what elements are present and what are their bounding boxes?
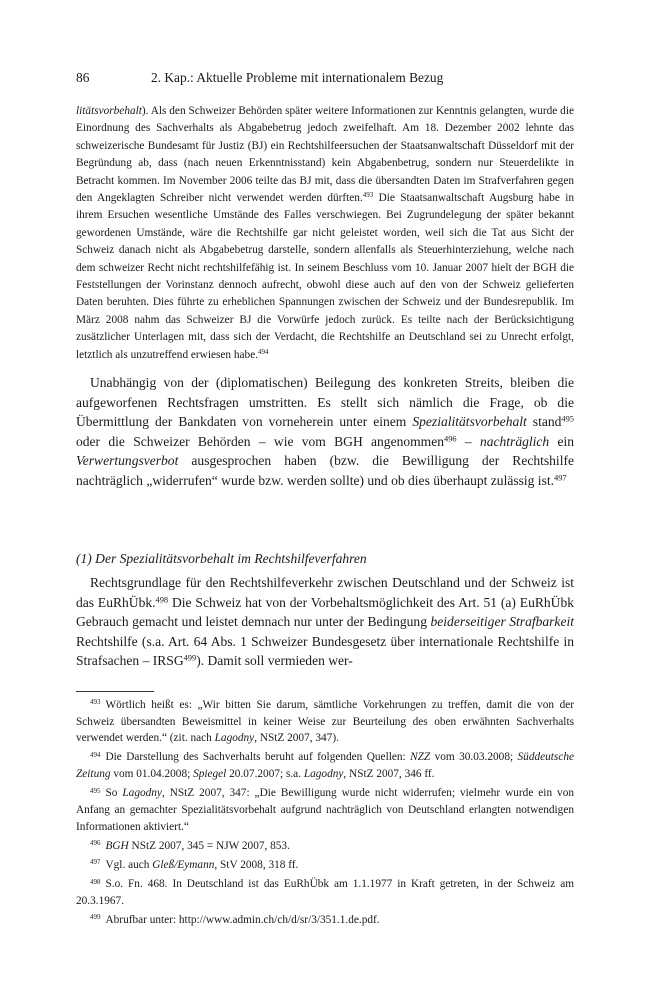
body-text: stand bbox=[526, 414, 562, 429]
paragraph-legal-questions bbox=[76, 373, 574, 490]
paragraph-speciality-reservation bbox=[76, 573, 574, 671]
italic-term: Verwertungsverbot bbox=[76, 453, 179, 468]
italic-author: Gleß/Eymann bbox=[152, 859, 215, 872]
footnote-text: Die Darstellung des Sachverhalts beruht auf folgenden Quellen: bbox=[105, 751, 411, 764]
footnote-496 bbox=[76, 838, 574, 855]
body-text: Rechtsgrundlage für den Rechtshilfeverkehr zwischen Deutschland und der Schweiz ist das EuRhÜbk. bbox=[76, 575, 574, 610]
footnote-text: Wörtlich heißt es: „Wir bitten Sie darum, sämtliche Vorkehrungen zu treffen, damit die von der Schweiz übersandten Beweismittel in keiner Weise zur Beurteilung des oben erwähnten Sachverhalts verwendet werden.“ (zit. nach bbox=[76, 699, 574, 745]
italic-source: Spiegel bbox=[193, 768, 227, 781]
footnote-497 bbox=[76, 857, 574, 874]
body-text: Die Staatsanwaltschaft Augsburg habe in ihrem Ersuchen wesentliche Umstände des Falles verschwiegen. Bei Zugrundelegung der später bekannt gewordenen Umstände, wäre die Rechtshilfe gar nicht geleistet worden, weil sich die Tat aus Sicht der Schweiz danach nicht als Abgabebetrug darstelle, sondern allenfalls als Steuerhinterziehung, welche nach dem schweizer Recht nicht rechtshilfefähig ist. In seinem Beschluss vom 10. Januar 2007 hielt der BGH die Feststellungen der Vorinstanz dennoch aufrecht, obwohl diese auch auf den von der Schweiz gelieferten Daten beruhten. Dies führte zu erheblichen Spannungen zwischen der Schweiz und der Bundesrepublik. Im März 2008 nahm das Schweizer BJ die Vorwürfe jedoch zurück. Es teilte nach der Berücksichtigung zusätzlicher Unterlagen mit, dass sich der Verdacht, die Rechtshilfe an Deutschland sei zu Unrecht erfolgt, letztlich als unzutreffend erwiesen habe. bbox=[76, 192, 574, 361]
footnote-number: 493 bbox=[90, 698, 101, 707]
italic-source: BGH bbox=[105, 839, 129, 852]
footnote-number: 497 bbox=[90, 858, 101, 867]
body-text: – bbox=[456, 433, 480, 449]
body-text: Die Schweiz hat von der Vorbehaltsmöglichkeit des Art. 51 (a) EuRhÜbk Gebrauch gemacht und leistet demnach nur unter der Bedingung bbox=[76, 594, 574, 629]
footnotes bbox=[76, 697, 574, 932]
quoted-facts-block bbox=[76, 103, 574, 364]
footnote-text: Abrufbar unter: http://www.admin.ch/ch/d/sr/3/351.1.de.pdf. bbox=[105, 914, 380, 927]
footnote-number: 498 bbox=[90, 877, 101, 886]
footnote-number: 499 bbox=[90, 913, 101, 922]
footnote-495 bbox=[76, 785, 574, 835]
footnote-499 bbox=[76, 912, 574, 929]
body-text: Unabhängig von der (diplomatischen) Beilegung des konkreten Streits, bleiben die aufgeworfenen Rechtsfragen umstritten. Es stellt sich nämlich die Frage, ob die Übermittlung der Bankdaten von vorneherein unter einem bbox=[76, 375, 574, 429]
italic-author: Lagodny bbox=[214, 732, 255, 745]
footnote-ref-497[interactable]: 497 bbox=[554, 472, 567, 482]
body-text: ). Als den Schweizer Behörden später weitere Informationen zur Kenntnis gelangten, wurde die Einordnung des Sachverhalts als Abgabebetrug jedoch zweifelhaft. Am 18. Dezember 2002 lehnte das schweizerische Bundesamt für Justiz (BJ) ein Rechtshilfeersuchen der Staatsanwaltschaft Düsseldorf mit der Begründung ab, dass (nach neuen Erkenntnisstand) kein Abgabenbetrug, sondern nur Steuerdelikte in Betracht kommen. Im November 2006 teilte das BJ mit, dass die übersandten Daten im Strafverfahren gegen den Angeklagten Schreiber nicht verwendet werden dürften. bbox=[76, 105, 574, 205]
footnote-text: 20.07.2007; s.a. bbox=[226, 768, 304, 781]
footnote-ref-493[interactable]: 493 bbox=[362, 191, 374, 200]
footnote-number: 495 bbox=[90, 786, 101, 795]
footnote-number: 496 bbox=[90, 838, 101, 847]
body-text: Rechtshilfe (s.a. Art. 64 Abs. 1 Schweizer Bundesgesetz über internationale Rechtshilfe in Strafsachen – IRSG bbox=[76, 633, 574, 668]
italic-source: Süddeutsche Zeitung bbox=[76, 751, 574, 781]
footnote-number: 494 bbox=[90, 750, 101, 759]
footnote-ref-495[interactable]: 495 bbox=[561, 414, 574, 424]
footnote-text: vom 01.04.2008; bbox=[110, 768, 194, 781]
footnote-text: NStZ 2007, 345 = NJW 2007, 853. bbox=[128, 839, 290, 852]
footnote-ref-496[interactable]: 496 bbox=[444, 433, 457, 443]
body-text: ). Damit soll vermieden wer- bbox=[196, 653, 353, 668]
footnote-text: Vgl. auch bbox=[105, 859, 153, 872]
body-text: ausgesprochen haben (bzw. die Bewilligung der Rechtshilfe nachträglich „widerrufen“ wurde bzw. werden sollte) und ob dies überhaupt zulässig ist. bbox=[76, 453, 574, 488]
footnote-text: vom 30.03.2008; bbox=[430, 751, 518, 764]
body-text: ein bbox=[549, 433, 575, 449]
footnote-text: , StV 2008, 318 ff. bbox=[214, 859, 299, 872]
footnote-text: S.o. Fn. 468. In Deutschland ist das EuRhÜbk am 1.1.1977 in Kraft getreten, in der Schweiz am 20.3.1967. bbox=[76, 878, 574, 907]
footnote-ref-498[interactable]: 498 bbox=[155, 594, 169, 604]
chapter-title: 2. Kap.: Aktuelle Probleme mit internationalem Bezug bbox=[151, 70, 444, 85]
footnote-493 bbox=[76, 697, 574, 747]
italic-source: NZZ bbox=[410, 751, 431, 764]
italic-term: beiderseitiger Strafbarkeit bbox=[430, 614, 574, 629]
body-text: oder die Schweizer Behörden – wie vom BGH angenommen bbox=[76, 433, 444, 449]
footnote-text: , NStZ 2007, 347). bbox=[254, 732, 339, 745]
page-number: 86 bbox=[76, 70, 90, 85]
footnote-494 bbox=[76, 749, 574, 782]
footnote-ref-494[interactable]: 494 bbox=[258, 347, 269, 356]
footnote-text: So bbox=[105, 787, 123, 800]
footnote-text: , NStZ 2007, 346 ff. bbox=[343, 768, 435, 781]
italic-author: Lagodny bbox=[303, 768, 344, 781]
italic-term: nachträglich bbox=[479, 433, 550, 449]
italic-term: litätsvorbehalt bbox=[76, 105, 142, 117]
footnote-498 bbox=[76, 876, 574, 909]
footnote-ref-499[interactable]: 499 bbox=[183, 653, 197, 663]
italic-term: Spezialitätsvorbehalt bbox=[412, 414, 527, 429]
running-head bbox=[76, 69, 574, 87]
italic-author: Lagodny bbox=[122, 787, 162, 800]
section-heading: (1) Der Spezialitätsvorbehalt im Rechtshilfeverfahren bbox=[76, 551, 367, 566]
footnote-text: , NStZ 2007, 347: „Die Bewilligung wurde nicht widerrufen; vielmehr wurde ein von Anfang an gemachter Spezialitätsvorbehalt aufgrund nachträglich von Deutschland erlangten notwendigen Informationen aktiviert.“ bbox=[76, 787, 574, 833]
footnote-separator bbox=[76, 691, 154, 692]
